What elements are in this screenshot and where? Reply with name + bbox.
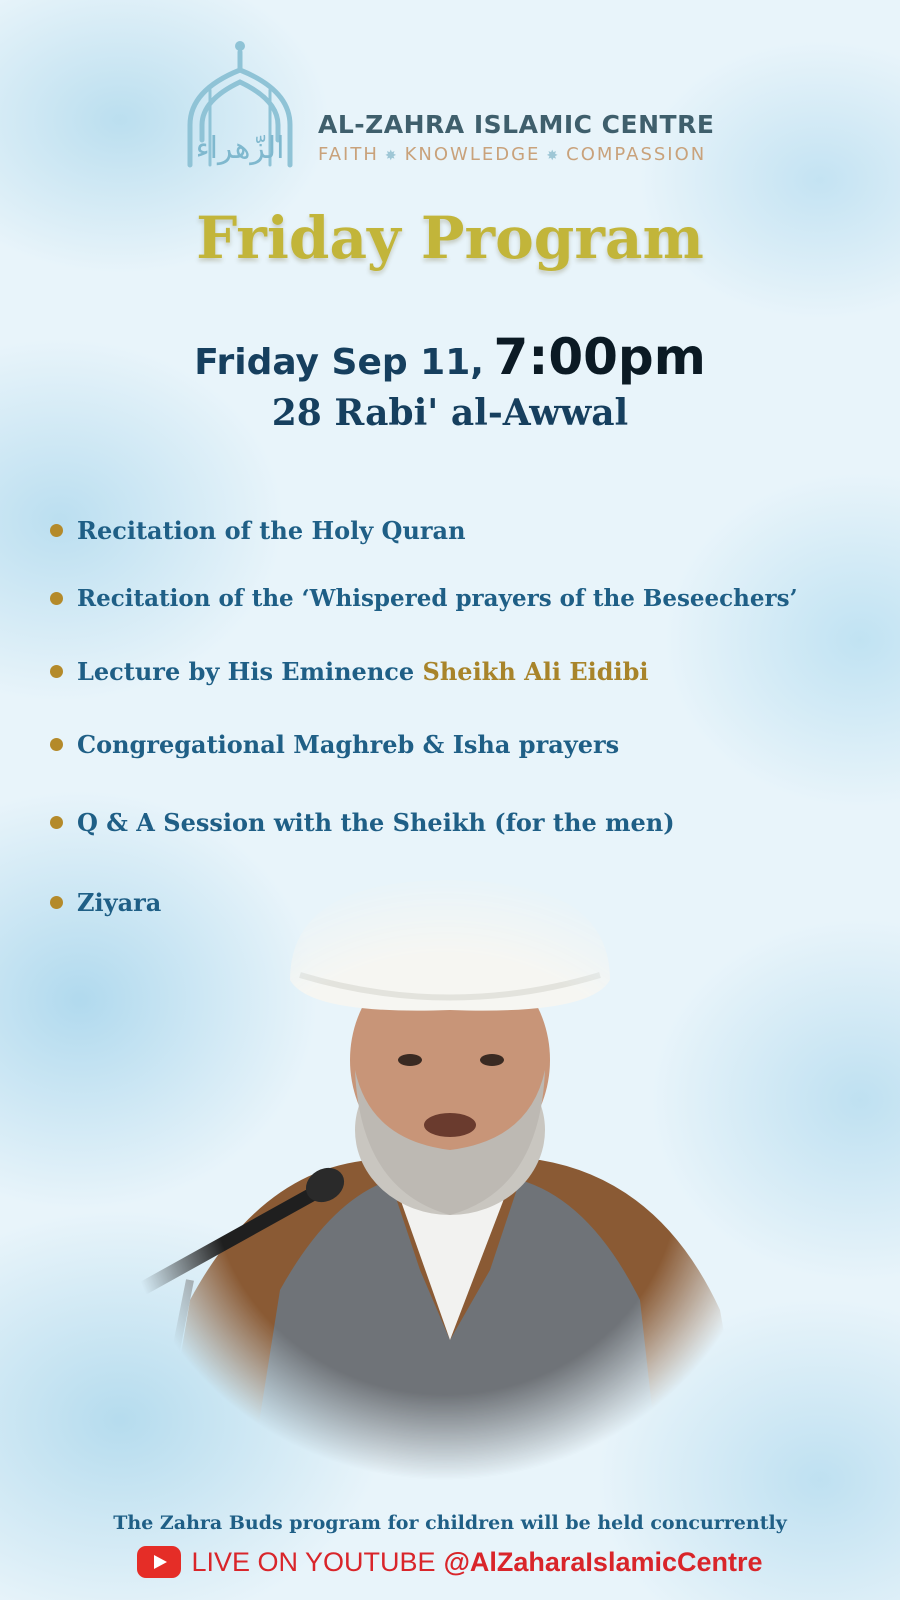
speaker-name: Sheikh Ali Eidibi — [422, 657, 649, 686]
tagline-faith: FAITH — [318, 144, 379, 165]
arabic-logo-text: الزّهراء — [195, 131, 285, 166]
list-item — [50, 516, 466, 545]
event-date — [0, 328, 900, 386]
event-time: 7:00pm — [493, 328, 706, 386]
org-tagline — [318, 144, 706, 165]
list-item — [50, 585, 798, 612]
bullet-icon — [50, 592, 63, 605]
list-item-text — [77, 657, 649, 686]
program-title: Friday Program — [196, 204, 704, 272]
list-item — [50, 808, 675, 837]
bullet-icon — [50, 738, 63, 751]
mosque-logo-icon — [180, 30, 320, 180]
tagline-compassion: COMPASSION — [566, 144, 707, 165]
list-item-text: Ziyara — [77, 888, 162, 917]
bullet-icon — [50, 816, 63, 829]
hijri-date: 28 Rabi' al-Awwal — [271, 392, 629, 434]
youtube-handle[interactable]: @AlZaharaIslamicCentre — [443, 1546, 763, 1577]
bullet-icon — [50, 665, 63, 678]
list-item — [50, 730, 619, 759]
children-program-note: The Zahra Buds program for children will be held concurrently — [113, 1512, 787, 1534]
tagline-separator-icon: ✸ — [546, 148, 561, 164]
youtube-live-link[interactable] — [0, 1546, 900, 1578]
list-item-text: Recitation of the Holy Quran — [77, 516, 466, 545]
lecture-prefix: Lecture by His Eminence — [77, 657, 423, 686]
bullet-icon — [50, 524, 63, 537]
live-label: LIVE ON YOUTUBE — [191, 1546, 436, 1577]
org-name: AL-ZAHRA ISLAMIC CENTRE — [318, 110, 715, 139]
list-item — [50, 657, 649, 686]
event-day: Friday Sep 11, — [194, 342, 484, 383]
org-logo — [180, 30, 720, 180]
youtube-icon — [137, 1546, 181, 1578]
list-item-text: Recitation of the ‘Whispered prayers of the Beseechers’ — [77, 585, 798, 612]
speaker-photo — [120, 870, 770, 1480]
list-item-text: Q & A Session with the Sheikh (for the men) — [77, 808, 675, 837]
list-item-text: Congregational Maghreb & Isha prayers — [77, 730, 620, 759]
tagline-knowledge: KNOWLEDGE — [404, 144, 541, 165]
tagline-separator-icon: ✸ — [384, 148, 399, 164]
bullet-icon — [50, 896, 63, 909]
